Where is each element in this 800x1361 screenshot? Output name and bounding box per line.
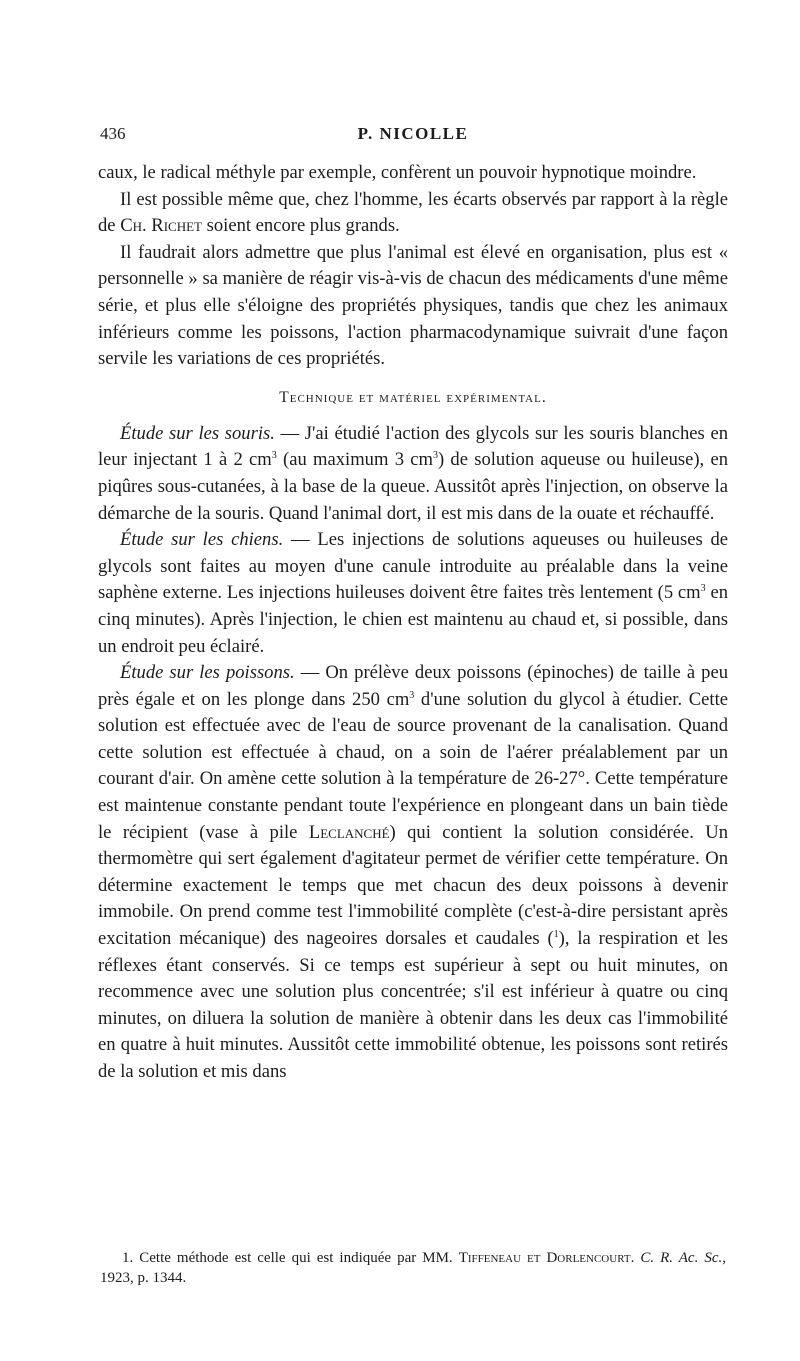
footnote [100,1248,726,1288]
text-run: ) de solution aqueuse ou huileuse), en piqûres sous-cutanées, à la base de la queue. Aussitôt après l'injection, on observe la démarche de la souris. Quand l'animal dort, il est mis dans de la ouate et réchauffé. [98,449,729,524]
body-text [98,160,728,1086]
paragraph-richet [98,187,728,240]
footnote-number: 1. [122,1250,134,1266]
author-name: Leclanché [308,821,390,843]
superscript: 3 [409,689,415,701]
text-run: — J'ai étudié l'action des glycols sur les souris blanches en leur injectant 1 à 2 cm [98,422,728,471]
running-head: P. NICOLLE [357,124,469,143]
paragraph-organisation: Il faudrait alors admettre que plus l'animal est élevé en organisation, plus est « personnelle » sa manière de réagir vis-à-vis de chacun des médicaments d'une même série, et plus elle s'éloigne des propriétés physiques, tandis que chez les animaux inférieurs comme les poissons, l'action pharmacodynamique suivrait d'une façon servile les variations de ces propriétés. [98,241,728,370]
subsection-title: Étude sur les chiens. [120,529,284,551]
text-run: Cette méthode est celle qui est indiquée par MM. [133,1250,459,1266]
text-run: (au maximum 3 cm [276,449,433,471]
paragraph-continuation: caux, le radical méthyle par exemple, confèrent un pouvoir hypnotique moindre. [98,162,697,183]
page-header [100,124,726,148]
footnote-reference: 1 [553,928,559,940]
text-run: ) qui contient la solution considérée. Un thermomètre qui sert également d'agitateur permet de vérifier cette température. On détermine exactement le temps que met chacun des deux poissons à devenir immobile. On prend comme test l'immobilité complète (c'est-à-dire persistant après excitation mécanique) des nageoires dorsales et caudales ( [98,821,728,950]
text-run: d'une solution du glycol à étudier. Cette solution est effectuée avec de l'eau de source provenant de la canalisation. Quand cette solution est effectuée à chaud, on a soin de l'aérer préalablement par un courant d'air. On amène cette solution à la température de 26-27°. Cette température est maintenue constante pendant toute l'expérience en plongeant dans un bain tiède le récipient (vase à pile [98,688,728,843]
author-name: Ch. Richet [120,215,202,237]
section-heading: Technique et matériel expérimental. [279,388,547,406]
text-run: ), la respiration et les réflexes étant conservés. Si ce temps est supérieur à sept ou huit minutes, on recommence avec une solution plus concentrée; s'il est inférieur à quatre ou cinq minutes, on diluera la solution de manière à obtenir dans les deux cas l'immobilité en quatre à huit minutes. Aussitôt cette immobilité obtenue, les poissons sont retirés de la solution et mis dans [98,928,728,1082]
paragraph-poissons [98,660,728,1086]
text-run: , 1923, p. 1344. [100,1250,727,1286]
author-names: Tiffeneau et Dorlencourt [458,1250,631,1266]
footnotes [100,1248,726,1288]
subsection-title: Étude sur les souris. [120,422,275,444]
page-number: 436 [100,124,126,143]
text-run: — Les injections de solutions aqueuses ou huileuses de glycols sont faites au moyen d'une canule introduite au préalable dans la veine saphène externe. Les injections huileuses doivent être faites très lentement (5 cm [98,529,728,604]
text-run: Il est possible même que, chez l'homme, les écarts observés par rapport à la règle de [98,188,728,237]
text-run: . [630,1250,641,1266]
paragraph-chiens [98,527,728,660]
text-run: — On prélève deux poissons (épinoches) de taille à peu près égale et on les plonge dans 250 cm [98,662,728,710]
paragraph-souris [98,421,728,527]
superscript: 3 [432,450,438,462]
text-run: soient encore plus grands. [201,215,400,237]
superscript: 3 [700,583,706,595]
subsection-title: Étude sur les poissons. [120,662,295,684]
text-run: en cinq minutes). Après l'injection, le chien est maintenu au chaud et, si possible, dans un endroit peu éclairé. [98,582,729,657]
journal-reference: C. R. Ac. Sc. [640,1250,723,1266]
superscript: 3 [271,450,277,462]
